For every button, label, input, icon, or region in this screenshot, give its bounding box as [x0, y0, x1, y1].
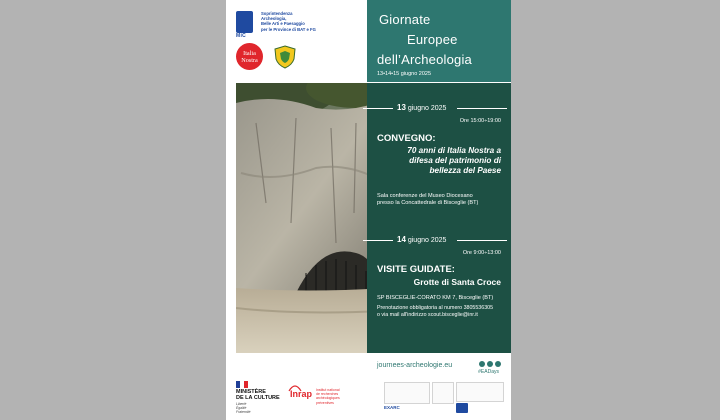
event1-heading: CONVEGNO:: [377, 133, 436, 144]
inrap-description: [316, 388, 340, 405]
republic-motto: [236, 403, 251, 414]
event1-venue: [377, 193, 478, 207]
event2-month: giugno 2025: [407, 237, 447, 244]
partner-logo-box: [384, 382, 430, 404]
soprintendenza-line: Soprintendenza: [261, 11, 293, 16]
event1-title-line: difesa del patrimonio di: [409, 156, 501, 165]
event2-address: SP BISCEGLIE-CORATO KM 7, Bisceglie (BT): [377, 295, 494, 301]
soprintendenza-line: Belle Arti e Paesaggio: [261, 21, 305, 27]
partner-logo-box: [432, 382, 454, 404]
title-line-2: Europee: [407, 32, 458, 47]
event1-venue-line: Sala conferenze del Museo Diocesano: [377, 193, 473, 199]
title-line-3: dell’Archeologia: [377, 52, 472, 67]
shield-logo-icon: [274, 45, 296, 69]
event1-day: 13: [397, 103, 406, 112]
inrap-line: Institut national: [316, 388, 340, 392]
french-flag-icon: [236, 381, 248, 388]
italia-nostra-line: Nostra: [241, 56, 258, 64]
event1-title-line: bellezza del Paese: [429, 166, 501, 175]
event2-booking-line: Prenotazione obbligatoria al numero 3805536305: [377, 305, 494, 311]
title-block: [367, 0, 511, 82]
event2-title: Grotte di Santa Croce: [413, 277, 501, 287]
exarc-logo: EXARC: [384, 405, 400, 410]
event1-date: [397, 103, 446, 112]
event1-time: Ore 15:00÷19:00: [459, 118, 501, 124]
web-icon[interactable]: [495, 361, 501, 367]
hashtag: #EADays: [478, 369, 499, 375]
event2-booking: [377, 305, 493, 319]
event1-title: [373, 146, 501, 176]
motto-line: Fraternité: [236, 409, 251, 414]
website-link[interactable]: journees-archeologie.eu: [377, 362, 453, 369]
divider-line: [363, 240, 393, 241]
event2-day: 14: [397, 235, 406, 244]
info-panel: [367, 83, 511, 353]
inrap-line: archéologiques: [316, 396, 340, 401]
italia-nostra-line: Italia: [243, 49, 256, 57]
event1-month: giugno 2025: [407, 105, 447, 112]
divider-line: [363, 108, 393, 109]
ministry-line: MINISTÈRE: [236, 389, 266, 395]
inrap-line: de recherches: [316, 392, 339, 397]
motto-line: Égalité: [236, 405, 247, 410]
ministry-line: DE LA CULTURE: [236, 394, 280, 401]
inrap-logo: Inrap: [290, 389, 313, 399]
event2-heading: VISITE GUIDATE:: [377, 264, 455, 275]
soprintendenza-text: [261, 11, 371, 32]
council-text-box: [456, 382, 504, 402]
event-poster: [226, 0, 511, 420]
event2-date: [397, 235, 446, 244]
mic-logo-icon: [236, 11, 253, 33]
motto-line: Liberté: [236, 402, 247, 406]
instagram-icon[interactable]: [487, 361, 493, 367]
divider-line: [457, 240, 507, 241]
event1-venue-line: presso la Concattedrale di Bisceglie (BT): [377, 200, 479, 206]
soprintendenza-line: Archeologia,: [261, 16, 287, 22]
divider-line: [457, 108, 507, 109]
event2-booking-line: o via mail all'indirizzo scout.bisceglie@inr.it: [377, 312, 478, 318]
event1-title-line: 70 anni di Italia Nostra a: [407, 146, 501, 155]
italia-nostra-logo: [236, 43, 263, 70]
ministry-name: [236, 390, 280, 402]
facebook-icon[interactable]: [479, 361, 485, 367]
mic-logo-label: MiC: [236, 33, 247, 39]
event-dates: 13•14•15 giugno 2025: [377, 71, 432, 77]
event2-time: Ore 9:00÷13:00: [462, 250, 501, 256]
title-line-1: Giornate: [379, 12, 431, 27]
council-of-europe-icon: [456, 403, 468, 413]
inrap-line: préventives: [316, 400, 334, 405]
soprintendenza-line: per le Province di BAT e FG: [261, 26, 316, 32]
